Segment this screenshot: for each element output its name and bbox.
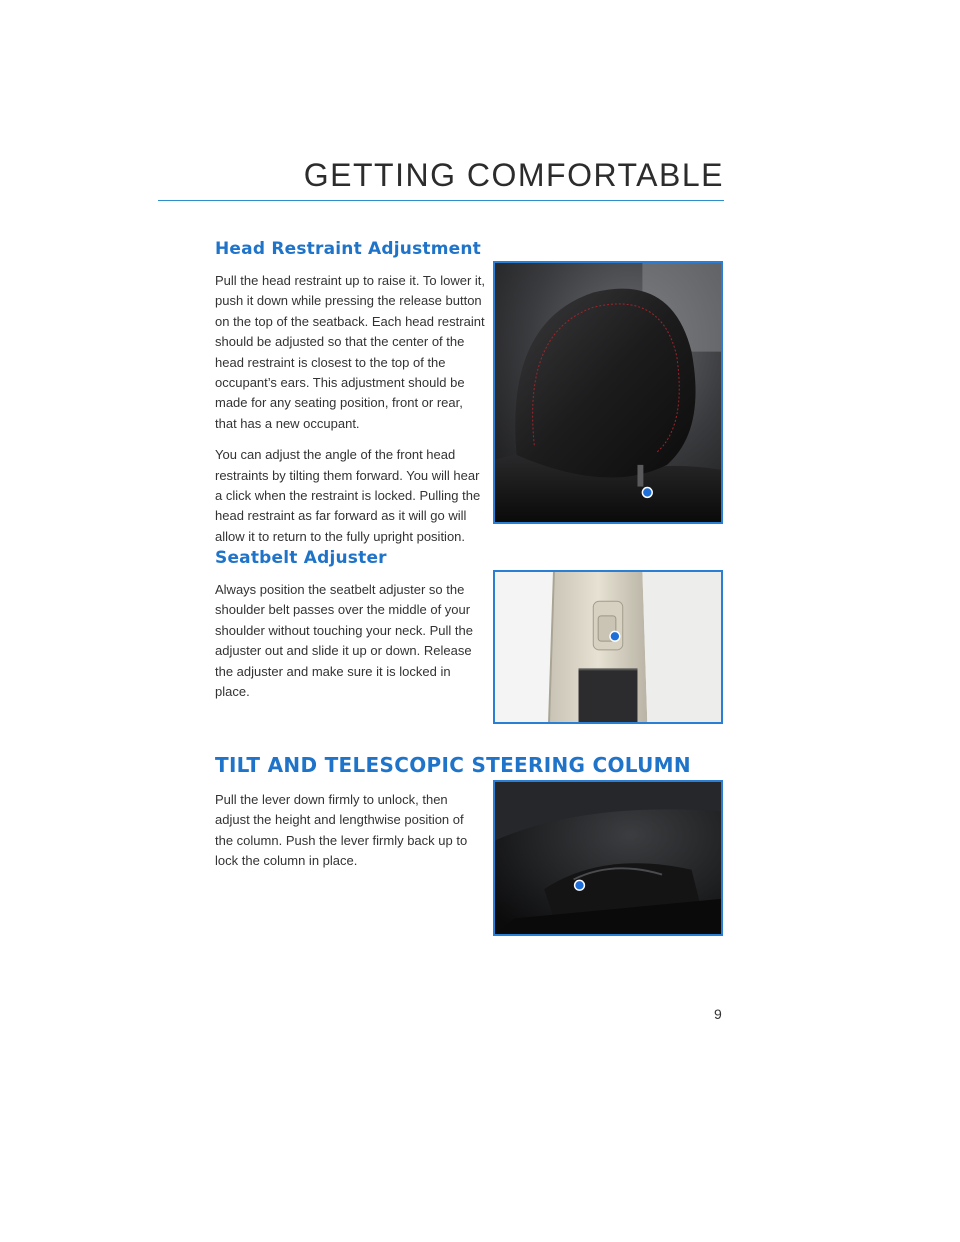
seatbelt-heading: Seatbelt Adjuster [215,548,387,568]
steering-paragraph: Pull the lever down firmly to unlock, then adjust the height and lengthwise position of the column. Push the lever firmly back up to lock the column in place. [215,792,468,869]
steering-column-heading: TILT AND TELESCOPIC STEERING COLUMN [215,753,691,777]
head-restraint-paragraph-2: You can adjust the angle of the front head restraints by tilting them forward. You will hear a click when the restraint is locked. Pulling the head restraint as far forward as it will go will allow it to return to the fully upright position. [215,447,481,544]
page-number: 9 [714,1006,722,1022]
adjuster-marker [610,631,620,641]
head-restraint-photo [493,261,723,524]
steering-lever-illustration [495,782,721,934]
head-restraint-heading: Head Restraint Adjustment [215,239,481,259]
seatbelt-section [215,548,485,713]
head-restraint-section [215,239,485,558]
head-restraint-illustration [495,263,721,522]
steering-lever-photo [493,780,723,936]
seatbelt-adjuster-photo [493,570,723,724]
section-title: GETTING COMFORTABLE [303,157,724,193]
page-header [0,0,960,205]
lever-marker [575,880,585,890]
header-divider [158,200,724,201]
release-button-marker [642,488,652,498]
head-restraint-paragraph-1: Pull the head restraint up to raise it. To lower it, push it down while pressing the release button on the top of the seatback. Each head restraint should be adjusted so that the center of the head restraint is closest to the top of the occupant’s ears. This adjustment should be made for any seating position, front or rear, that has a new occupant. [215,273,486,431]
steering-section [215,790,485,883]
seatbelt-paragraph: Always position the seatbelt adjuster so the shoulder belt passes over the middle of your shoulder without touching your neck. Pull the adjuster out and slide it up or down. Release the adjuster and make sure it is locked in place. [215,582,473,700]
seatbelt-adjuster-illustration [495,572,721,722]
